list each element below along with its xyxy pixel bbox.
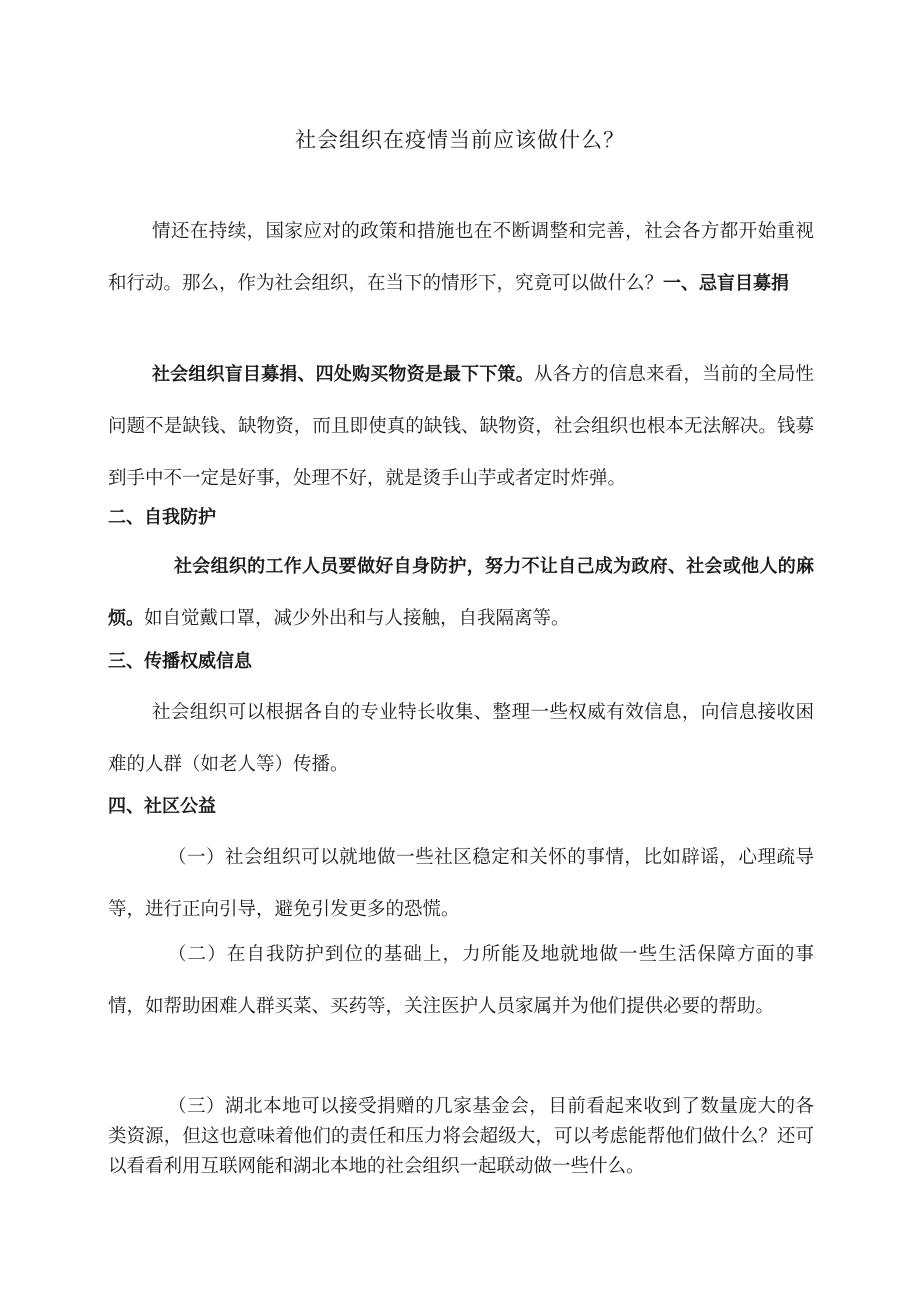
section1-text: 从各方的信息来看，当前的全局性问题不是缺钱、缺物资，而且即使真的缺钱、缺物资，社会组织也根本无法解决。钱募到手中不一定是好事，处理不好，就是烫手山芋或者定时炸弹。: [108, 364, 814, 489]
section4-item-2: （二）在自我防护到位的基础上，力所能及地就地做一些生活保障方面的事情，如帮助困难人群买菜、买药等，关注医护人员家属并为他们提供必要的帮助。: [108, 944, 814, 1017]
intro-text: 情还在持续，国家应对的政策和措施也在不断调整和完善，社会各方都开始重视和行动。那么，作为社会组织，在当下的情形下，究竟可以做什么？: [108, 221, 814, 294]
section4-item-1: （一）社会组织可以就地做一些社区稳定和关怀的事情，比如辟谣，心理疏导等，进行正向引导，避免引发更多的恐慌。: [108, 847, 814, 920]
section2-paragraph: [108, 541, 814, 645]
section2-heading: 二、自我防护: [108, 507, 216, 528]
intro-paragraph: [108, 206, 814, 310]
section1-bold-lead: 社会组织盲目募捐、四处购买物资是最下下策。: [152, 364, 534, 385]
section3-paragraph: 社会组织可以根据各自的专业特长收集、整理一些权威有效信息，向信息接收困难的人群（如老人等）传播。: [108, 702, 814, 775]
section4-item-3: （三）湖北本地可以接受捐赠的几家基金会，目前看起来收到了数量庞大的各类资源，但这也意味着他们的责任和压力将会超级大，可以考虑能帮他们做什么？还可以看看利用互联网能和湖北本地的社会组织一起联动做一些什么。: [108, 1096, 814, 1177]
section2-bold-lead: 社会组织的工作人员要做好自身防护，努力不让自己成为政府、社会或他人的麻烦。: [108, 556, 814, 629]
document-title: 社会组织在疫情当前应该做什么？: [295, 128, 625, 152]
section1-heading: 一、忌盲目募捐: [663, 273, 790, 294]
section3-heading: 三、传播权威信息: [108, 651, 252, 672]
section2-text: 如自觉戴口罩，减少外出和与人接触，自我隔离等。: [144, 608, 570, 629]
section4-heading: 四、社区公益: [108, 796, 216, 817]
section1-paragraph: [108, 349, 814, 505]
